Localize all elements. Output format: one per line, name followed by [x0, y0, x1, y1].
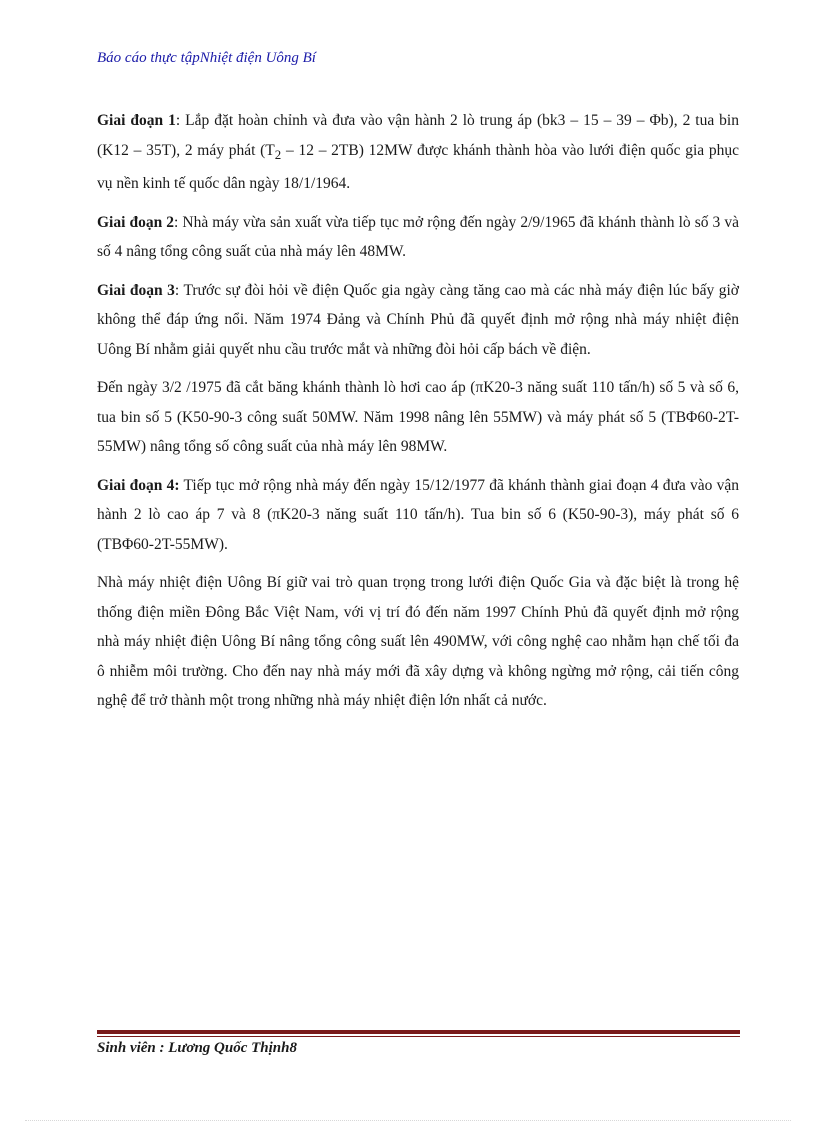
- stage-1-text-part1: : Lắp đặt hoàn chỉnh và đưa vào vận hành 2 lò trung áp (bk3 – 15 – 39 – Φb), 2 tua bin (K12 – 35T), 2 máy phát (T: [97, 112, 739, 159]
- student-name: Sinh viên : Lương Quốc Thịnh: [97, 1040, 290, 1056]
- report-title: Báo cáo thực tậpNhiệt điện Uông Bí: [97, 50, 316, 66]
- stage-3-text: : Trước sự đòi hỏi về điện Quốc gia ngày càng tăng cao mà các nhà máy điện lúc bấy giờ không thể đáp ứng nổi. Năm 1974 Đảng và Chính Phủ đã quyết định mở rộng nhà máy nhiệt điện Uông Bí nhằm giải quyết nhu cầu trước mắt và những đòi hỏi cấp bách về điện.: [97, 281, 739, 358]
- paragraph-current-role: [97, 568, 739, 716]
- footer-divider-thick: [97, 1030, 740, 1034]
- page-bottom-edge: [25, 1120, 791, 1121]
- stage-1-text-part2: – 12 – 2TB) 12MW được khánh thành hòa vào lưới điện quốc gia phục vụ nền kinh tế quốc dân ngày 18/1/1964.: [97, 141, 739, 193]
- paragraph-stage-1: [97, 106, 739, 199]
- paragraph-1975-expansion: [97, 373, 739, 462]
- expansion-1975-text: Đến ngày 3/2 /1975 đã cắt băng khánh thành lò hơi cao áp (πK20-3 năng suất 110 tấn/h) số 5 và số 6, tua bin số 5 (K50-90-3 công suất 50MW. Năm 1998 nâng lên 55MW) và máy phát số 5 (TBΦ60-2T-55MW) nâng tổng số công suất của nhà máy lên 98MW.: [97, 379, 739, 456]
- document-body: [97, 106, 739, 725]
- page-footer: [97, 1040, 297, 1057]
- stage-1-label: Giai đoạn 1: [97, 112, 176, 129]
- stage-1-subscript: 2: [274, 146, 282, 162]
- paragraph-stage-3: [97, 276, 739, 365]
- page-number: 8: [289, 1040, 297, 1056]
- paragraph-stage-4: [97, 471, 739, 560]
- current-role-text: Nhà máy nhiệt điện Uông Bí giữ vai trò quan trọng trong lưới điện Quốc Gia và đặc biệt là trong hệ thống điện miền Đông Bắc Việt Nam, với vị trí đó đến năm 1997 Chính Phủ đã quyết định mở rộng nhà máy nhiệt điện Uông Bí nâng tổng công suất lên 490MW, với công nghệ cao nhằm hạn chế tối đa ô nhiễm môi trường. Cho đến nay nhà máy mới đã xây dựng và không ngừng mở rộng, cải tiến công nghệ để trở thành một trong những nhà máy nhiệt điện lớn nhất cả nước.: [97, 574, 739, 710]
- stage-2-label: Giai đoạn 2: [97, 213, 175, 231]
- footer-divider-thin: [97, 1036, 740, 1037]
- stage-4-text: Tiếp tục mở rộng nhà máy đến ngày 15/12/1977 đã khánh thành giai đoạn 4 đưa vào vận hành 2 lò cao áp 7 và 8 (πK20-3 năng suất 110 tấn/h). Tua bin số 6 (K50-90-3), máy phát số 6 (TBΦ60-2T-55MW).: [97, 476, 739, 553]
- stage-2-text: : Nhà máy vừa sản xuất vừa tiếp tục mở rộng đến ngày 2/9/1965 đã khánh thành lò số 3 và số 4 nâng tổng công suất của nhà máy lên 48MW.: [97, 213, 739, 261]
- stage-4-label: Giai đoạn 4:: [97, 476, 180, 494]
- paragraph-stage-2: [97, 208, 739, 267]
- page-header: [97, 50, 316, 67]
- stage-3-label: Giai đoạn 3: [97, 281, 175, 299]
